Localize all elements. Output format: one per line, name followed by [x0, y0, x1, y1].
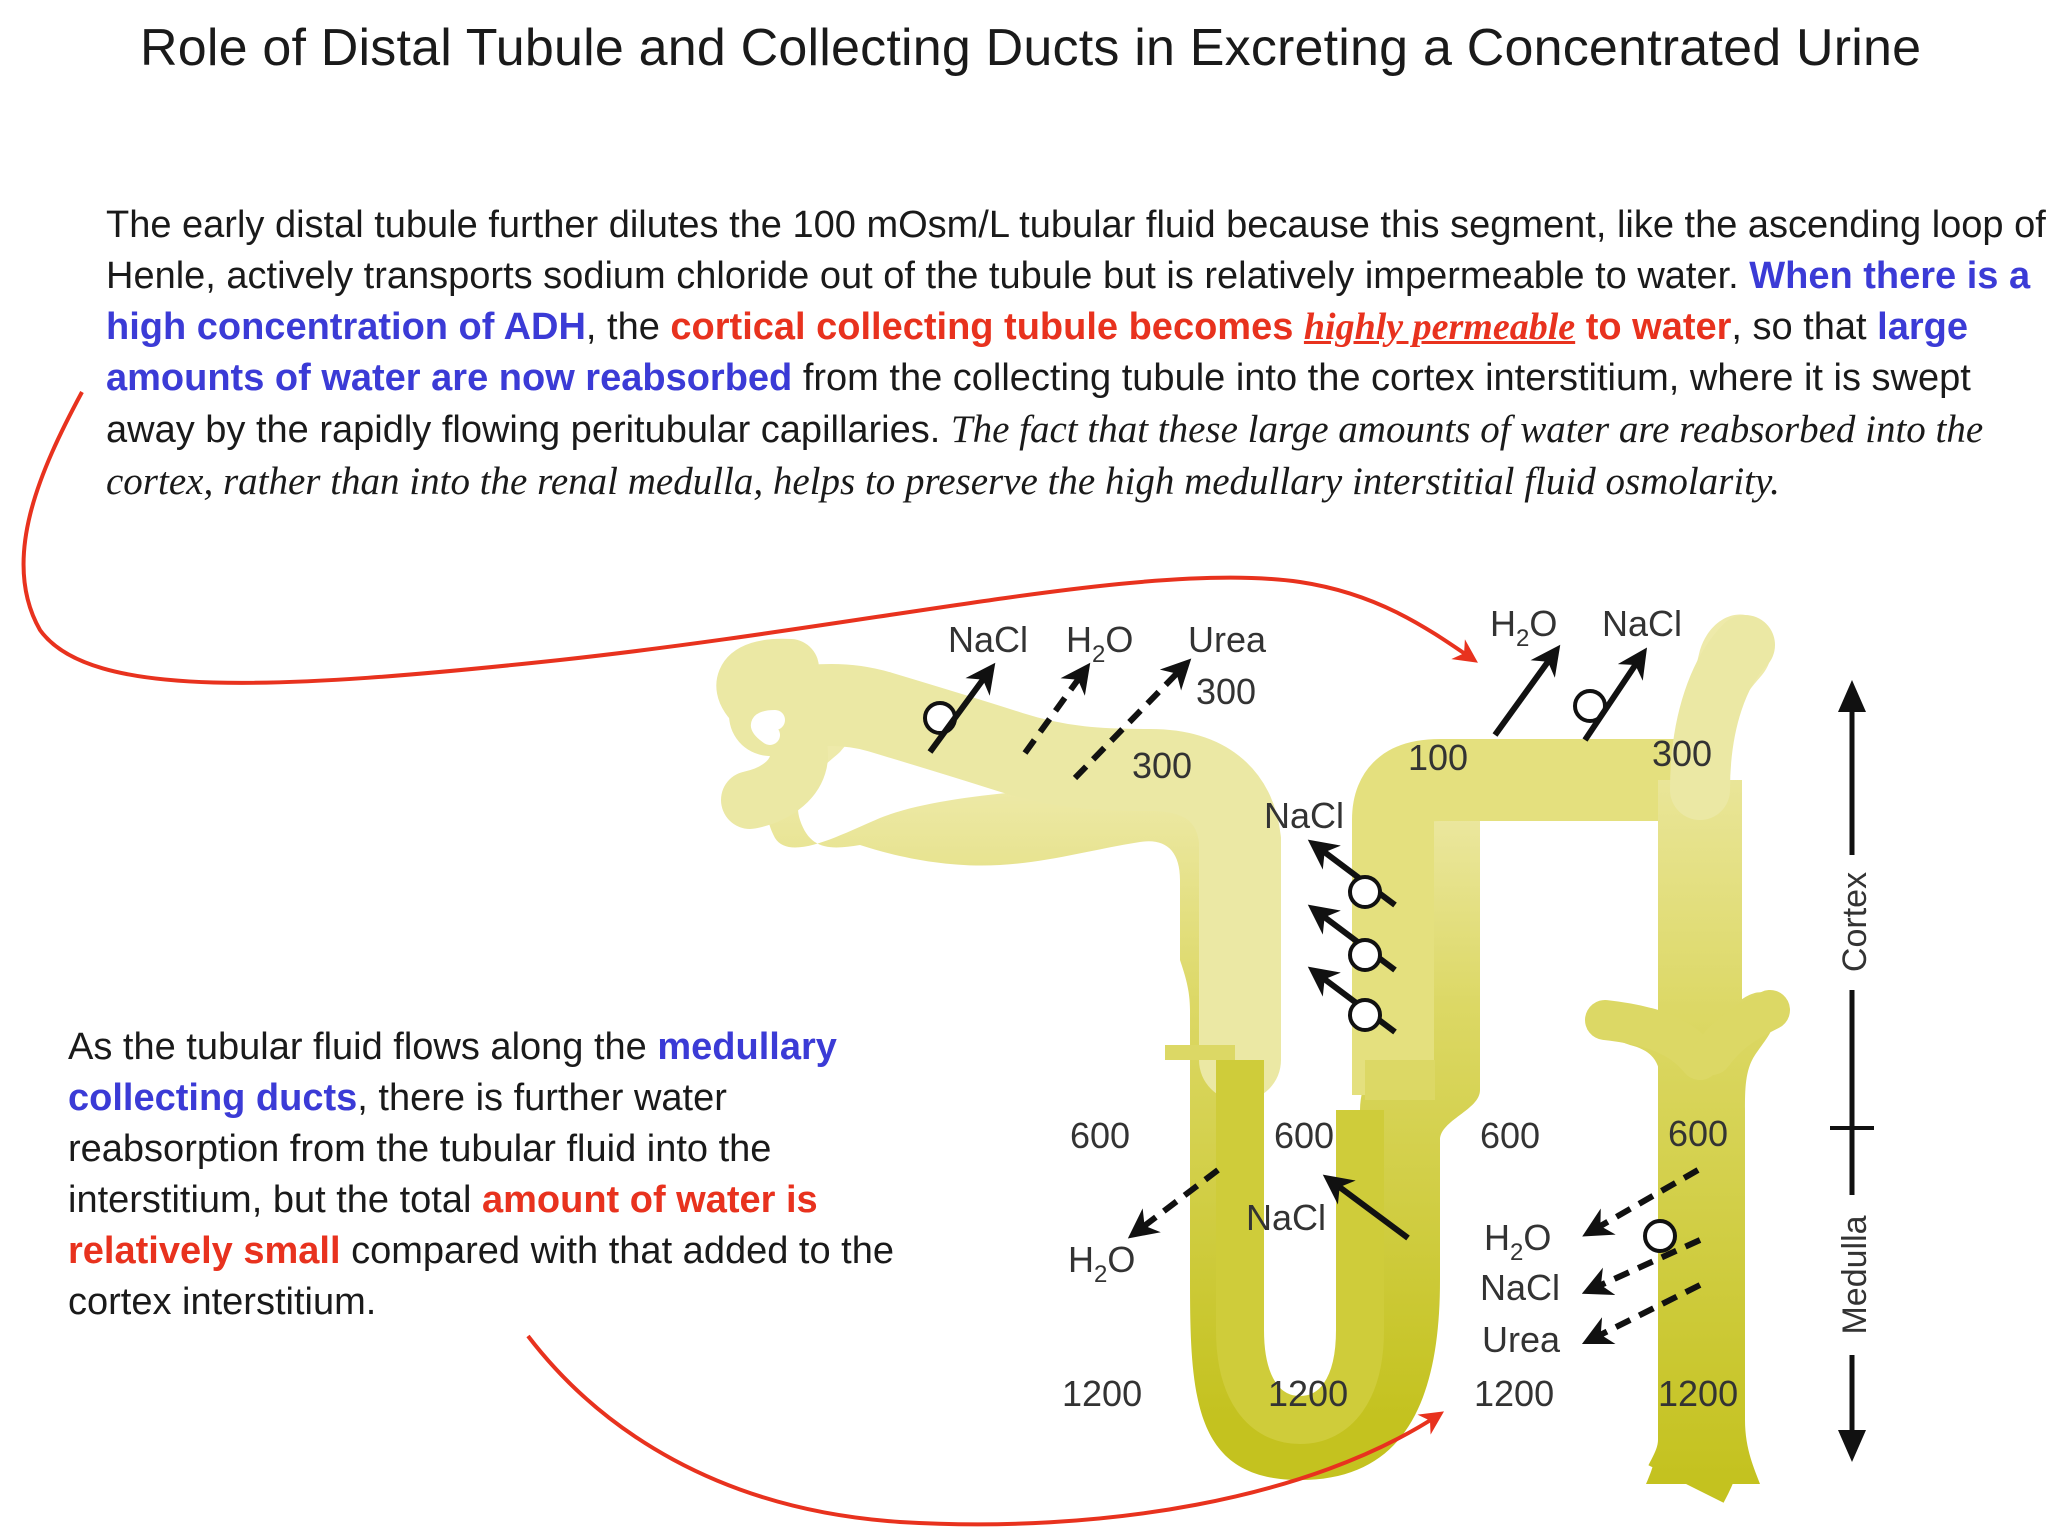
label-h2o-pct: $H_2O$ [1066, 619, 1134, 668]
h2o-arrow-cortex [1495, 652, 1555, 735]
para1-text-3: , the [585, 306, 671, 348]
osm-1200-duct: 1200 [1658, 1373, 1739, 1414]
label-h2o-cortex: $H_2O$ [1490, 603, 1558, 652]
osm-pct: 300 [1132, 745, 1193, 786]
osm-1200-loop: 1200 [1268, 1373, 1349, 1414]
para2-text-5: compared with that added to the cortex interstitium. [68, 1230, 894, 1323]
axis-arrow-down [1838, 1430, 1866, 1462]
para1-text-7: , so that [1731, 306, 1878, 348]
highly-permeable-highlight: highly permeable [1303, 306, 1576, 348]
italic-conclusion: The fact that these large amounts of water are reabsorbed into the cortex, rather than into the renal medulla, helps to preserve the high medullary interstitial fluid osmolarity. [106, 408, 1984, 503]
depth-axis [1830, 680, 1874, 1462]
label-nacl-cortex: NaCl [1602, 603, 1683, 644]
cortex-label: Cortex [1836, 871, 1874, 973]
cortical-collecting-highlight: cortical collecting tubule becomes [670, 306, 1304, 348]
osm-600-duct: 600 [1668, 1113, 1729, 1154]
osm-1200-interstitium-2: 1200 [1474, 1373, 1555, 1414]
cortical-cd-transport [1495, 652, 1642, 740]
adh-highlight: When there is a high concentration of ADH [106, 255, 2031, 348]
label-urea-medulla: Urea [1482, 1319, 1561, 1360]
label-urea-pct: Urea [1188, 619, 1267, 660]
pump-symbol [1350, 940, 1380, 970]
para2-text-1: As the tubular fluid flows along the [68, 1026, 658, 1068]
para1-text-9: from the collecting tubule into the cortex interstitium, where it is swept away by the rapidly flowing peritubular capillaries. [106, 357, 1971, 451]
pump-symbol [1350, 877, 1380, 907]
label-nacl-loop: NaCl [1246, 1197, 1327, 1238]
pump-symbol [1350, 1000, 1380, 1030]
osm-distal: 100 [1408, 737, 1469, 778]
pump-symbol [1645, 1221, 1675, 1251]
osm-pct-top: 300 [1196, 671, 1257, 712]
label-nacl-medulla: NaCl [1480, 1267, 1561, 1308]
osm-600-interstitium-2: 600 [1274, 1115, 1335, 1156]
label-nacl-tal: NaCl [1264, 795, 1345, 836]
page-title: Role of Distal Tubule and Collecting Ducts in Excreting a Concentrated Urine [140, 19, 1922, 77]
label-h2o-medulla: $H_2O$ [1484, 1217, 1552, 1266]
small-amount-highlight: amount of water is relatively small [68, 1179, 818, 1272]
reabsorbed-highlight: large amounts of water are now reabsorbed [106, 306, 1968, 399]
medulla-label: Medulla [1836, 1215, 1874, 1335]
solute-labels [948, 603, 1682, 1360]
label-h2o-descending: $H_2O$ [1068, 1239, 1136, 1288]
medullary-ducts-highlight: medullary collecting ducts [68, 1026, 837, 1119]
para1-text-1: The early distal tubule further dilutes the 100 mOsm/L tubular fluid because this segment, like the ascending loop of Henle, actively transports sodium chloride out of the tubule but is relatively impermeable to water. [106, 204, 2046, 297]
tubule-lumen [745, 645, 1770, 1484]
osm-1200-interstitium-1: 1200 [1062, 1373, 1143, 1414]
to-water-highlight: to water [1575, 306, 1732, 348]
para2-text-3: , there is further water reabsorption from the tubular fluid into the interstitium, but the total [68, 1077, 772, 1221]
axis-arrow-up [1838, 680, 1866, 712]
osm-600-interstitium-3: 600 [1480, 1115, 1541, 1156]
osm-600-interstitium-1: 600 [1070, 1115, 1131, 1156]
osm-cortical-cd: 300 [1652, 733, 1713, 774]
label-nacl-pct: NaCl [948, 619, 1029, 660]
